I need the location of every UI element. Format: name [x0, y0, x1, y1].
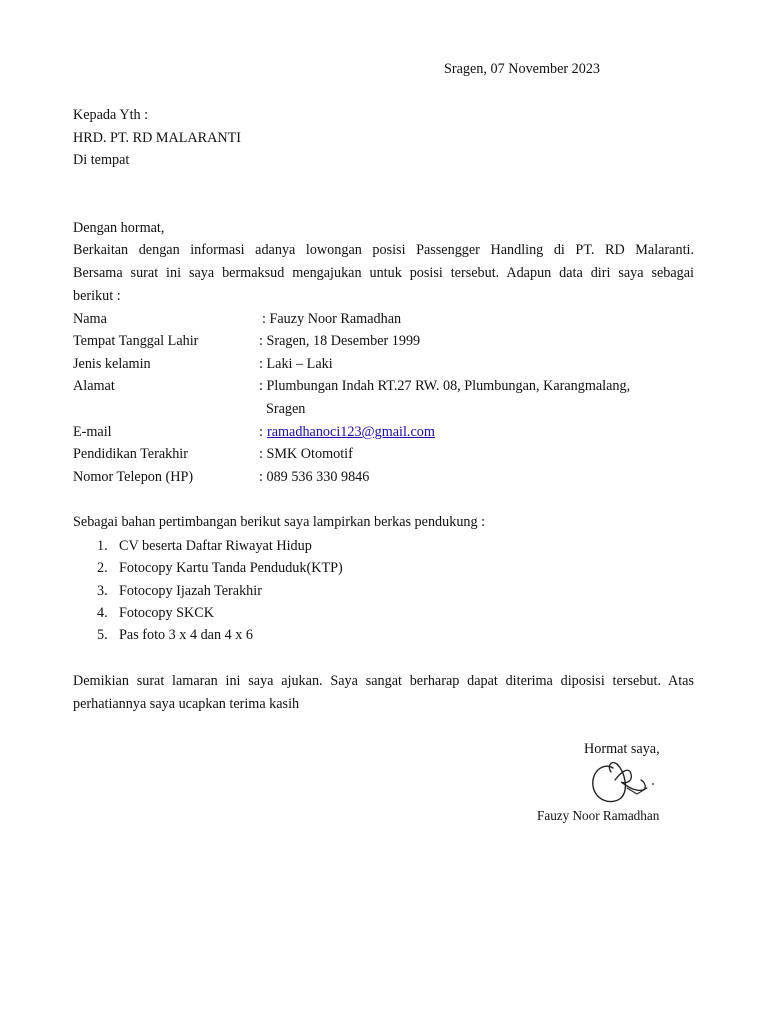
email-colon: : [259, 424, 263, 440]
intro-line-3: berikut : [73, 288, 121, 304]
handwritten-signature [585, 758, 665, 810]
attachment-item: Pas foto 3 x 4 dan 4 x 6 [119, 627, 253, 643]
education-value: : SMK Otomotif [259, 446, 353, 462]
email-label: E-mail [73, 424, 112, 440]
attachment-item: CV beserta Daftar Riwayat Hidup [119, 538, 312, 554]
attachment-item: Fotocopy Kartu Tanda Penduduk(KTP) [119, 560, 343, 576]
name-value: : Fauzy Noor Ramadhan [262, 311, 402, 327]
attachment-item: Fotocopy SKCK [119, 605, 214, 621]
attachment-item: Fotocopy Ijazah Terakhir [119, 583, 262, 599]
attachment-number: 3. [97, 583, 108, 599]
sign-off: Hormat saya, [584, 741, 660, 757]
gender-value: : Laki – Laki [259, 356, 333, 372]
gender-label: Jenis kelamin [73, 356, 151, 372]
recipient-line-3: Di tempat [73, 152, 130, 168]
closing-line-2: perhatiannya saya ucapkan terima kasih [73, 696, 300, 712]
name-label: Nama [73, 311, 107, 327]
signatory-name: Fauzy Noor Ramadhan [537, 808, 660, 823]
email-link[interactable]: ramadhanoci123@gmail.com [267, 424, 435, 440]
phone-label: Nomor Telepon (HP) [73, 469, 194, 485]
place-date: Sragen, 07 November 2023 [444, 61, 601, 77]
birth-label: Tempat Tanggal Lahir [73, 333, 199, 349]
address-value-line-2: Sragen [266, 401, 306, 417]
attachment-number: 4. [97, 605, 108, 621]
phone-value: : 089 536 330 9846 [259, 469, 370, 485]
birth-value: : Sragen, 18 Desember 1999 [259, 333, 421, 349]
intro-line-2: Bersama surat ini saya bermaksud mengajukan untuk posisi tersebut. Adapun data diri saya sebagai [73, 265, 694, 281]
attachment-number: 1. [97, 538, 108, 554]
address-value-line-1: : Plumbungan Indah RT.27 RW. 08, Plumbungan, Karangmalang, [259, 378, 631, 394]
recipient-line-2: HRD. PT. RD MALARANTI [73, 130, 242, 146]
attachment-number: 2. [97, 560, 108, 576]
recipient-line-1: Kepada Yth : [73, 107, 149, 123]
address-label: Alamat [73, 378, 115, 394]
closing-line-1: Demikian surat lamaran ini saya ajukan. Saya sangat berharap dapat diterima diposisi tersebut. Atas [73, 673, 694, 689]
education-label: Pendidikan Terakhir [73, 446, 188, 462]
attachment-number: 5. [97, 627, 108, 643]
greeting: Dengan hormat, [73, 220, 165, 236]
attachments-intro: Sebagai bahan pertimbangan berikut saya lampirkan berkas pendukung : [73, 514, 486, 530]
intro-line-1: Berkaitan dengan informasi adanya lowongan posisi Passengger Handling di PT. RD Malaranti. [73, 242, 694, 258]
